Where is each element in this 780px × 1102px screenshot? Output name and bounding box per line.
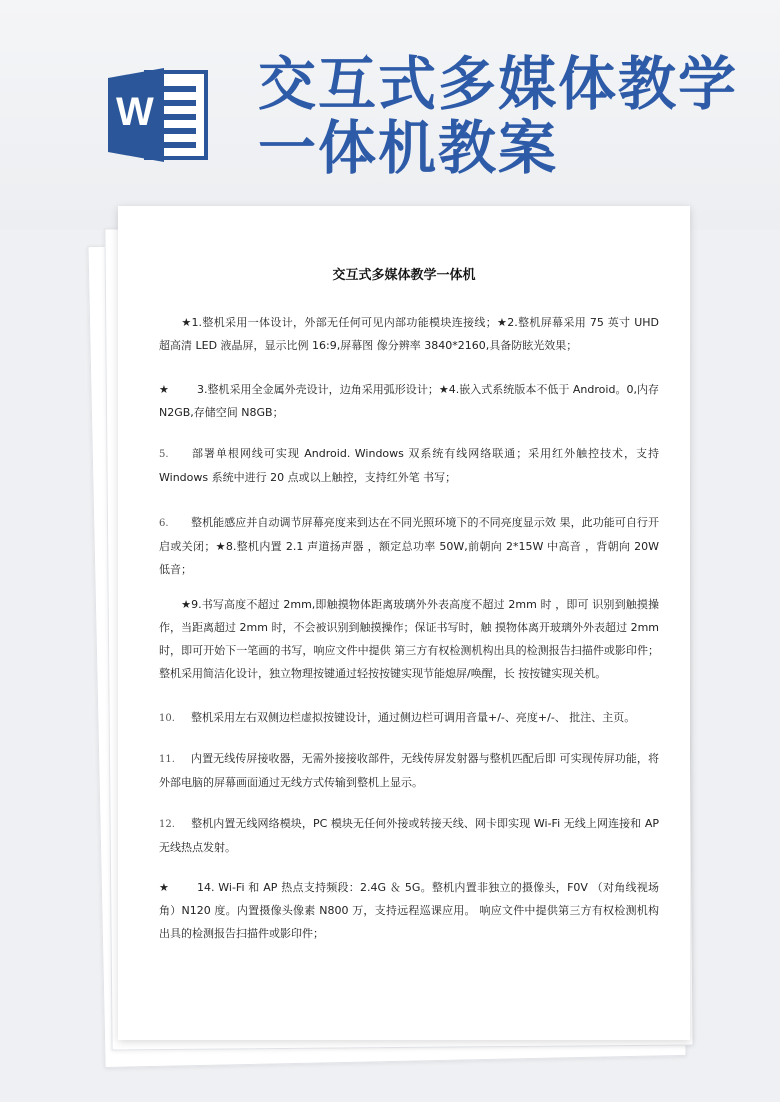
hero-title: 交互式多媒体教学一体机教案 — [258, 50, 739, 182]
paragraph-4 — [159, 511, 659, 581]
paragraph-marker: 5. — [159, 449, 169, 460]
paragraph-text: 3.整机采用全金属外壳设计，边角采用弧形设计；★4.嵌入式系统版本不低于 Android。0,内存 N2GB,存储空间 N8GB； — [159, 383, 659, 419]
paragraph-text: ★1.整机采用一体设计，外部无任何可见内部功能模块连接线；★2.整机屏幕采用 75 英寸 UHD 超高清 LED 液晶屏，显示比例 16:9,屏幕图 像分辨率 3840*2160,具备防眩光效果； — [159, 316, 659, 352]
paragraph-8 — [159, 812, 659, 859]
word-icon-letter: W — [116, 90, 154, 134]
paragraph-6 — [159, 706, 659, 730]
paragraph-text: 14. Wi-Fi 和 AP 热点支持频段：2.4G ＆ 5G。整机内置非独立的摄像头，F0V （对角线视场角）N120 度。内置摄像头像素 N800 万，支持远程巡课应用。 响应文件中提供第三方有权检测机构出具的检测报告扫描件或影印件； — [159, 881, 659, 940]
paragraph-9 — [159, 876, 659, 945]
paragraph-text: 部署单根网线可实现 Android. Windows 双系统有线网络联通；采用红外触控技术，支持 Windows 系统中进行 20 点或以上触控，支持红外笔 书写； — [159, 447, 659, 484]
paragraph-marker: 11. — [159, 754, 175, 765]
paragraph-text: 整机采用左右双侧边栏虚拟按键设计，通过侧边栏可调用音量+/-、亮度+/-、 批注、主页。 — [191, 711, 636, 724]
paragraph-marker: 6. — [159, 518, 169, 529]
paragraph-marker: ★ — [159, 383, 169, 396]
paragraph-1 — [159, 311, 659, 357]
paragraph-text: ★9.书写高度不超过 2mm,即触摸物体距离玻璃外外表高度不超过 2mm 时 ，即可 识别到触摸操作，当距离超过 2mm 时，不会被识别到触摸操作；保证书写时，触 摸物体离开玻璃外外表超过 2mm 时，即可开始下一笔画的书写，响应文件中提供 第三方有权检测机构出具的检测报告扫描件或影印件；整机采用简洁化设计，独立物理按键通过轻按按键实现节能熄屏/唤醒，长 按按键实现关机。 — [159, 598, 659, 680]
paragraph-marker: 12. — [159, 819, 175, 830]
paragraph-text: 内置无线传屏接收器，无需外接接收部件，无线传屏发射器与整机匹配后即 可实现传屏功能，将外部电脑的屏幕画面通过无线方式传输到整机上显示。 — [159, 752, 659, 789]
paragraph-text: 整机内置无线网络模块，PC 模块无任何外接或转接天线、网卡即实现 Wi-Fi 无线上网连接和 AP 无线热点发射。 — [159, 817, 659, 854]
word-document-icon — [108, 68, 208, 162]
paragraph-2 — [159, 378, 659, 424]
paragraph-3 — [159, 442, 659, 489]
paragraph-5 — [159, 593, 659, 685]
document-page — [118, 206, 690, 1040]
paragraph-text: 整机能感应并自动调节屏幕亮度来到达在不同光照环境下的不同亮度显示效 果，此功能可自行开启或关闭；★8.整机内置 2.1 声道扬声器 ，额定总功率 50W,前朝向 2*15W 中高音 ，背朝向 20W 低音； — [159, 516, 659, 576]
document-title: 交互式多媒体教学一体机 — [332, 268, 476, 283]
paragraph-marker: 10. — [159, 713, 175, 724]
paragraph-7 — [159, 747, 659, 794]
paragraph-marker: ★ — [159, 881, 169, 894]
